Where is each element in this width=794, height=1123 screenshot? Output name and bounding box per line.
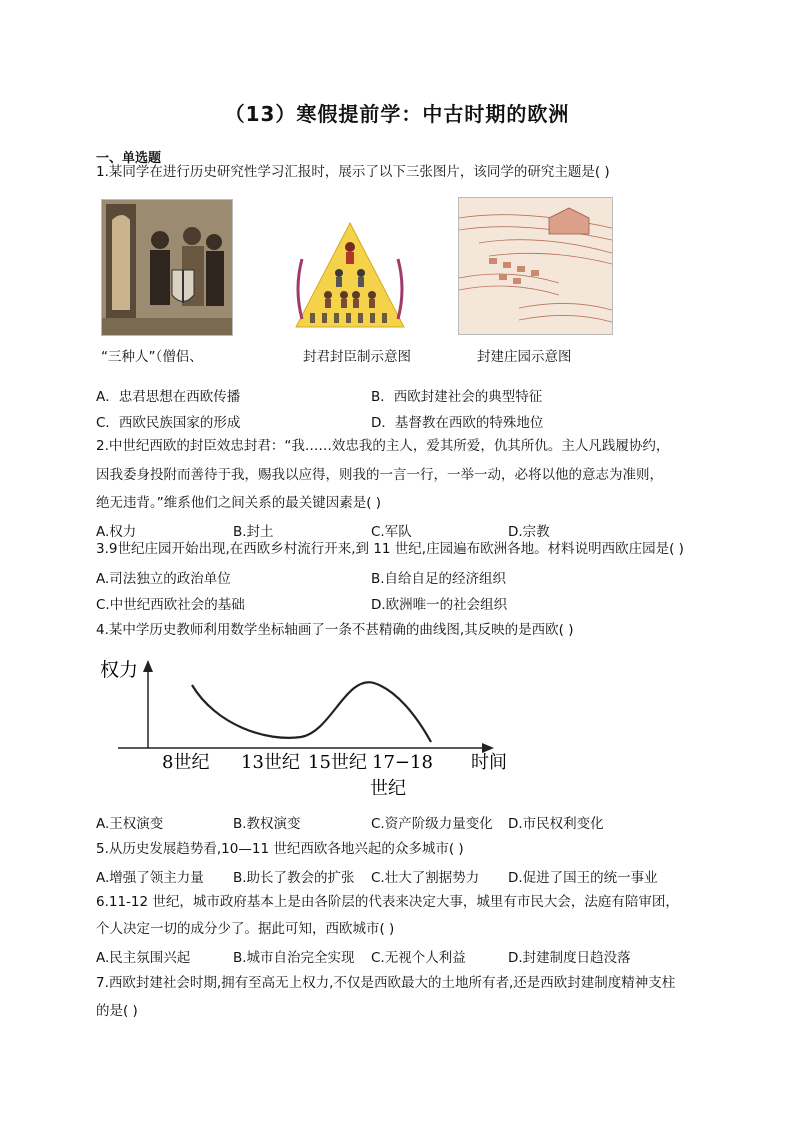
q7-stem-line-1: 7.西欧封建社会时期,拥有至高无上权力,不仅是西欧最大的土地所有者,还是西欧封建制度精神支柱 [96, 975, 676, 991]
q6-option-a: A.民主氛围兴起 [96, 950, 191, 966]
q1-caption-2: 封君封臣制示意图 [303, 349, 411, 365]
chart-y-arrow [143, 660, 153, 672]
q1-stem: 1.某同学在进行历史研究性学习汇报时，展示了以下三张图片，该同学的研究主题是( ) [96, 164, 610, 180]
q2-option-d: D.宗教 [508, 524, 550, 540]
q2-option-c: C.军队 [371, 524, 412, 540]
q6-option-b: B.城市自治完全实现 [233, 950, 355, 966]
q7-stem-line-2: 的是( ) [96, 1003, 138, 1019]
section-heading: 一、单选题 [96, 151, 162, 166]
q6-option-d: D.封建制度日趋没落 [508, 950, 631, 966]
q2-stem-line-2: 因我委身投附而善待于我，赐我以应得，则我的一言一行，一举一动，必将以他的意志为准则， [96, 467, 663, 483]
q6-stem-line-2: 个人决定一切的成分少了。据此可知，西欧城市( ) [96, 921, 395, 937]
q3-stem: 3.9世纪庄园开始出现,在西欧乡村流行开来,到 11 世纪,庄园遍布欧洲各地。材料说明西欧庄园是( ) [96, 541, 684, 557]
q3-option-c: C.中世纪西欧社会的基础 [96, 597, 245, 613]
q1-option-b: B．西欧封建社会的典型特征 [371, 389, 543, 405]
q1-caption-1: “三种人”（僧侣、 [101, 349, 203, 365]
q5-option-a: A.增强了领主力量 [96, 870, 204, 886]
q6-stem-line-1: 6.11-12 世纪，城市政府基本上是由各阶层的代表来决定大事，城里有市民大会，法庭有陪审团， [96, 894, 679, 910]
q4-option-b: B.教权演变 [233, 816, 301, 832]
q1-caption-3: 封建庄园示意图 [477, 349, 572, 365]
page-title: （13）寒假提前学：中古时期的欧洲 [224, 102, 570, 126]
manor-diagram-image [458, 197, 613, 335]
q1-option-d: D．基督教在西欧的特殊地位 [371, 415, 544, 431]
q1-option-c: C．西欧民族国家的形成 [96, 415, 241, 431]
q5-option-c: C.壮大了割据势力 [371, 870, 480, 886]
q2-option-a: A.权力 [96, 524, 137, 540]
q2-stem-line-3: 绝无违背。”维系他们之间关系的最关键因素是( ) [96, 495, 382, 511]
chart-y-label: 权力 [100, 659, 139, 681]
chart-x-label: 时间 [471, 752, 507, 773]
q4-option-d: D.市民权利变化 [508, 816, 604, 832]
q3-option-b: B.自给自足的经济组织 [371, 571, 507, 587]
q5-option-b: B.助长了教会的扩张 [233, 870, 355, 886]
chart-tick-13th: 13世纪 [241, 752, 300, 773]
three-estates-image [101, 199, 233, 336]
q2-stem-line-1: 2.中世纪西欧的封臣效忠封君：“我……效忠我的主人，爱其所爱，仇其所仇。主人凡践履协约， [96, 438, 670, 454]
chart-tick-8th: 8世纪 [162, 752, 210, 773]
chart-tick-century: 世纪 [370, 778, 406, 799]
feudal-hierarchy-pyramid-image [292, 219, 408, 331]
q3-option-a: A.司法独立的政治单位 [96, 571, 231, 587]
q5-stem: 5.从历史发展趋势看,10—11 世纪西欧各地兴起的众多城市( ) [96, 841, 464, 857]
q5-option-d: D.促进了国王的统一事业 [508, 870, 658, 886]
q3-option-d: D.欧洲唯一的社会组织 [371, 597, 508, 613]
chart-tick-15th: 15世纪 [308, 752, 367, 773]
chart-tick-17-18: 17−18 [372, 752, 433, 773]
q2-option-b: B.封土 [233, 524, 274, 540]
chart-power-curve [192, 682, 431, 742]
q4-option-c: C.资产阶级力量变化 [371, 816, 493, 832]
q1-option-a: A．忠君思想在西欧传播 [96, 389, 241, 405]
power-curve-chart [96, 650, 516, 800]
q4-option-a: A.王权演变 [96, 816, 164, 832]
q4-stem: 4.某中学历史教师利用数学坐标轴画了一条不甚精确的曲线图,其反映的是西欧( ) [96, 622, 574, 638]
q6-option-c: C.无视个人利益 [371, 950, 466, 966]
